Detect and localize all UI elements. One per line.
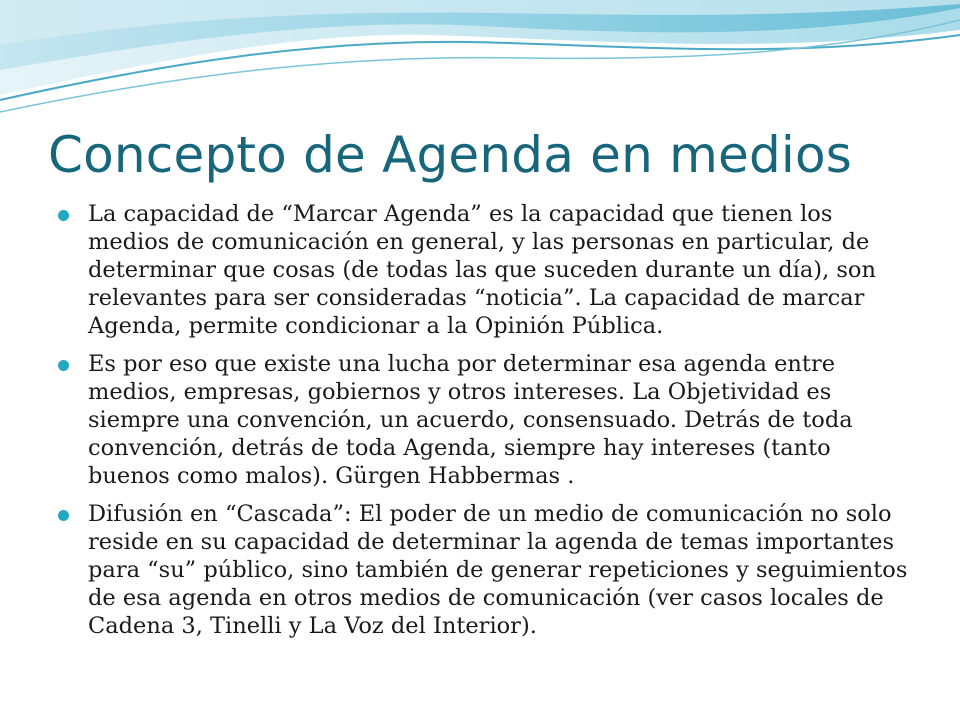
bullet-item	[58, 200, 918, 340]
bullet-list	[58, 200, 918, 650]
bullet-icon	[58, 510, 69, 521]
bullet-icon	[58, 210, 69, 221]
bullet-text: Difusión en “Cascada”: El poder de un medio de comunicación no solo reside en su capacidad de determinar la agenda de temas importantes para “su” público, sino también de generar repeticiones y seguimientos de esa agenda en otros medios de comunicación (ver casos locales de Cadena 3, Tinelli y La Voz del Interior).	[88, 501, 908, 639]
bullet-text: La capacidad de “Marcar Agenda” es la capacidad que tienen los medios de comunicación en general, y las personas en particular, de determinar que cosas (de todas las que suceden durante un día), son relevantes para ser consideradas “noticia”. La capacidad de marcar Agenda, permite condicionar a la Opinión Pública.	[88, 201, 876, 339]
bullet-item	[58, 350, 918, 490]
bullet-text: Es por eso que existe una lucha por determinar esa agenda entre medios, empresas, gobiernos y otros intereses. La Objetividad es siempre una convención, un acuerdo, consensuado. Detrás de toda convención, detrás de toda Agenda, siempre hay intereses (tanto buenos como malos). Gürgen Habbermas .	[88, 351, 853, 489]
bullet-item	[58, 500, 918, 640]
decorative-wave-header	[0, 0, 960, 130]
slide-title: Concepto de Agenda en medios	[48, 126, 853, 184]
bullet-icon	[58, 360, 69, 371]
